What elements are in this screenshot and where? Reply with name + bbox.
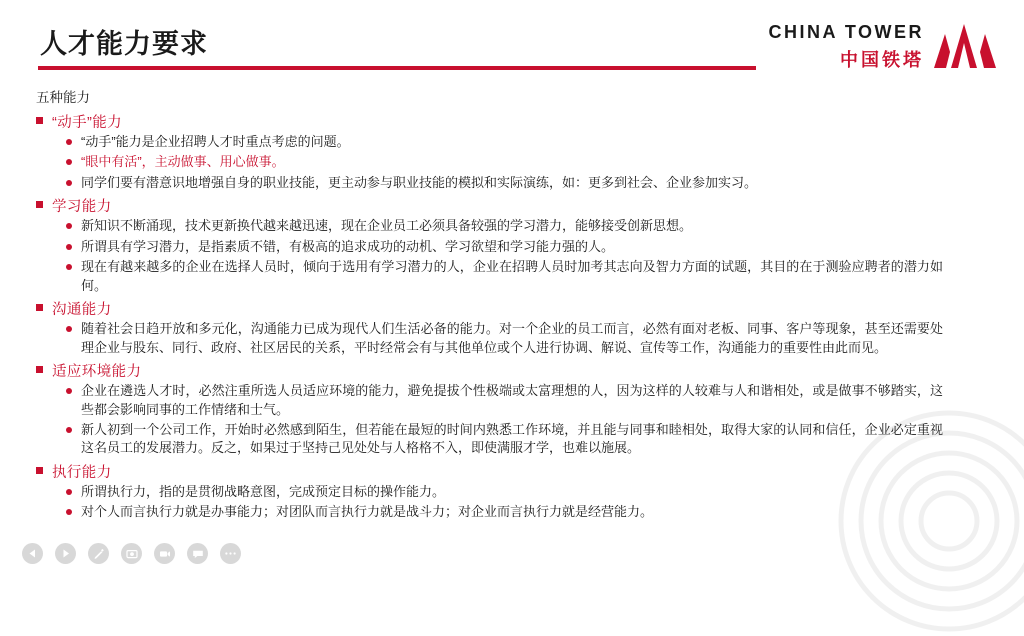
section-items bbox=[36, 483, 1024, 522]
player-toolbar[interactable] bbox=[22, 543, 241, 564]
video-icon[interactable] bbox=[154, 543, 175, 564]
list-item bbox=[66, 320, 1024, 357]
list-item bbox=[66, 174, 1024, 192]
dot-bullet-icon bbox=[66, 180, 72, 186]
dot-bullet-icon bbox=[66, 139, 72, 145]
item-text: 所谓具有学习潜力，是指素质不错，有极高的追求成功的动机、学习欲望和学习能力强的人。 bbox=[81, 238, 615, 254]
section-header bbox=[36, 194, 1024, 217]
section-header bbox=[36, 359, 1024, 382]
pen-icon[interactable] bbox=[88, 543, 109, 564]
item-text: 随着社会日趋开放和多元化，沟通能力已成为现代人们生活必备的能力。对一个企业的员工而言，必然有面对老板、同事、客户等现象，甚至还需要处理企业与股东、同行、政府、社区居民的关系，平时经常会有与其他单位或个人进行协调、解说、宣传等工作，沟通能力的重要性由此而见。 bbox=[81, 321, 943, 355]
list-item bbox=[66, 217, 1024, 235]
dot-bullet-icon bbox=[66, 159, 72, 165]
list-item bbox=[66, 483, 1024, 501]
section-title: 适应环境能力 bbox=[52, 364, 142, 381]
section-title: 沟通能力 bbox=[52, 302, 112, 319]
dot-bullet-icon bbox=[66, 509, 72, 515]
section-goutong bbox=[36, 297, 1024, 357]
square-bullet-icon bbox=[36, 304, 43, 311]
dot-bullet-icon bbox=[66, 489, 72, 495]
item-text: 同学们要有潜意识地增强自身的职业技能，更主动参与职业技能的模拟和实际演练，如：更多到社会、企业参加实习。 bbox=[81, 174, 758, 190]
brand-name-cn: 中国铁塔 bbox=[840, 50, 924, 70]
comment-icon[interactable] bbox=[187, 543, 208, 564]
item-text: 企业在遴选人才时，必然注重所选人员适应环境的能力，避免提拔个性极端或太富理想的人，因为这样的人较难与人和谐相处，或是做事不够踏实，这些都会影响同事的工作情绪和士气。 bbox=[81, 383, 943, 417]
section-items bbox=[36, 320, 1024, 357]
capability-list bbox=[0, 110, 1024, 522]
section-header bbox=[36, 297, 1024, 320]
tower-logo-icon bbox=[934, 24, 996, 68]
item-text: 现在有越来越多的企业在选择人员时，倾向于选用有学习潜力的人，企业在招聘人员时加考其志向及智力方面的试题，其目的在于测验应聘者的潜力如何。 bbox=[81, 259, 943, 293]
list-item bbox=[66, 382, 1024, 419]
list-item bbox=[66, 503, 1024, 521]
intro-text: 五种能力 bbox=[36, 90, 90, 105]
item-text: 新知识不断涌现，技术更新换代越来越迅速，现在企业员工必须具备较强的学习潜力，能够接受创新思想。 bbox=[81, 218, 693, 234]
square-bullet-icon bbox=[36, 117, 43, 124]
section-title: 学习能力 bbox=[52, 199, 112, 216]
section-xuexi bbox=[36, 194, 1024, 295]
brand-logo bbox=[756, 22, 996, 70]
item-text: 对个人而言执行力就是办事能力；对团队而言执行力就是战斗力；对企业而言执行力就是经营能力。 bbox=[81, 504, 654, 520]
section-header bbox=[36, 110, 1024, 133]
dot-bullet-icon bbox=[66, 326, 72, 332]
section-header bbox=[36, 460, 1024, 483]
page-title: 人才能力要求 bbox=[40, 29, 208, 59]
section-dongshou bbox=[36, 110, 1024, 192]
brand-name-en: CHINA TOWER bbox=[768, 22, 924, 42]
slide-header bbox=[0, 0, 1024, 76]
square-bullet-icon bbox=[36, 201, 43, 208]
list-item bbox=[66, 238, 1024, 256]
list-item bbox=[66, 133, 1024, 151]
section-title: “动手”能力 bbox=[52, 115, 123, 131]
square-bullet-icon bbox=[36, 467, 43, 474]
section-zhixing bbox=[36, 460, 1024, 522]
section-items bbox=[36, 382, 1024, 458]
header-divider bbox=[38, 66, 756, 70]
dot-bullet-icon bbox=[66, 427, 72, 433]
more-icon[interactable] bbox=[220, 543, 241, 564]
slide-body bbox=[0, 78, 1024, 524]
dot-bullet-icon bbox=[66, 388, 72, 394]
section-items bbox=[36, 133, 1024, 192]
section-shiying bbox=[36, 359, 1024, 458]
play-icon[interactable] bbox=[55, 543, 76, 564]
list-item bbox=[66, 421, 1024, 458]
square-bullet-icon bbox=[36, 366, 43, 373]
item-text: 所谓执行力，指的是贯彻战略意图，完成预定目标的操作能力。 bbox=[81, 483, 446, 499]
list-item bbox=[66, 153, 1024, 171]
dot-bullet-icon bbox=[66, 244, 72, 250]
list-item bbox=[66, 258, 1024, 295]
dot-bullet-icon bbox=[66, 264, 72, 270]
section-items bbox=[36, 217, 1024, 295]
item-text: “眼中有活”，主动做事、用心做事。 bbox=[81, 154, 285, 170]
dot-bullet-icon bbox=[66, 223, 72, 229]
item-text: 新人初到一个公司工作，开始时必然感到陌生，但若能在最短的时间内熟悉工作环境，并且能与同事和睦相处，取得大家的认同和信任，企业必定重视这名员工的发展潜力。反之，如果过于坚持己见处处与人格格不入，即使满服才学，也难以施展。 bbox=[81, 421, 943, 456]
screenshot-icon[interactable] bbox=[121, 543, 142, 564]
previous-icon[interactable] bbox=[22, 543, 43, 564]
item-text: “动手”能力是企业招聘人才时重点考虑的问题。 bbox=[81, 134, 350, 149]
section-title: 执行能力 bbox=[52, 464, 112, 481]
